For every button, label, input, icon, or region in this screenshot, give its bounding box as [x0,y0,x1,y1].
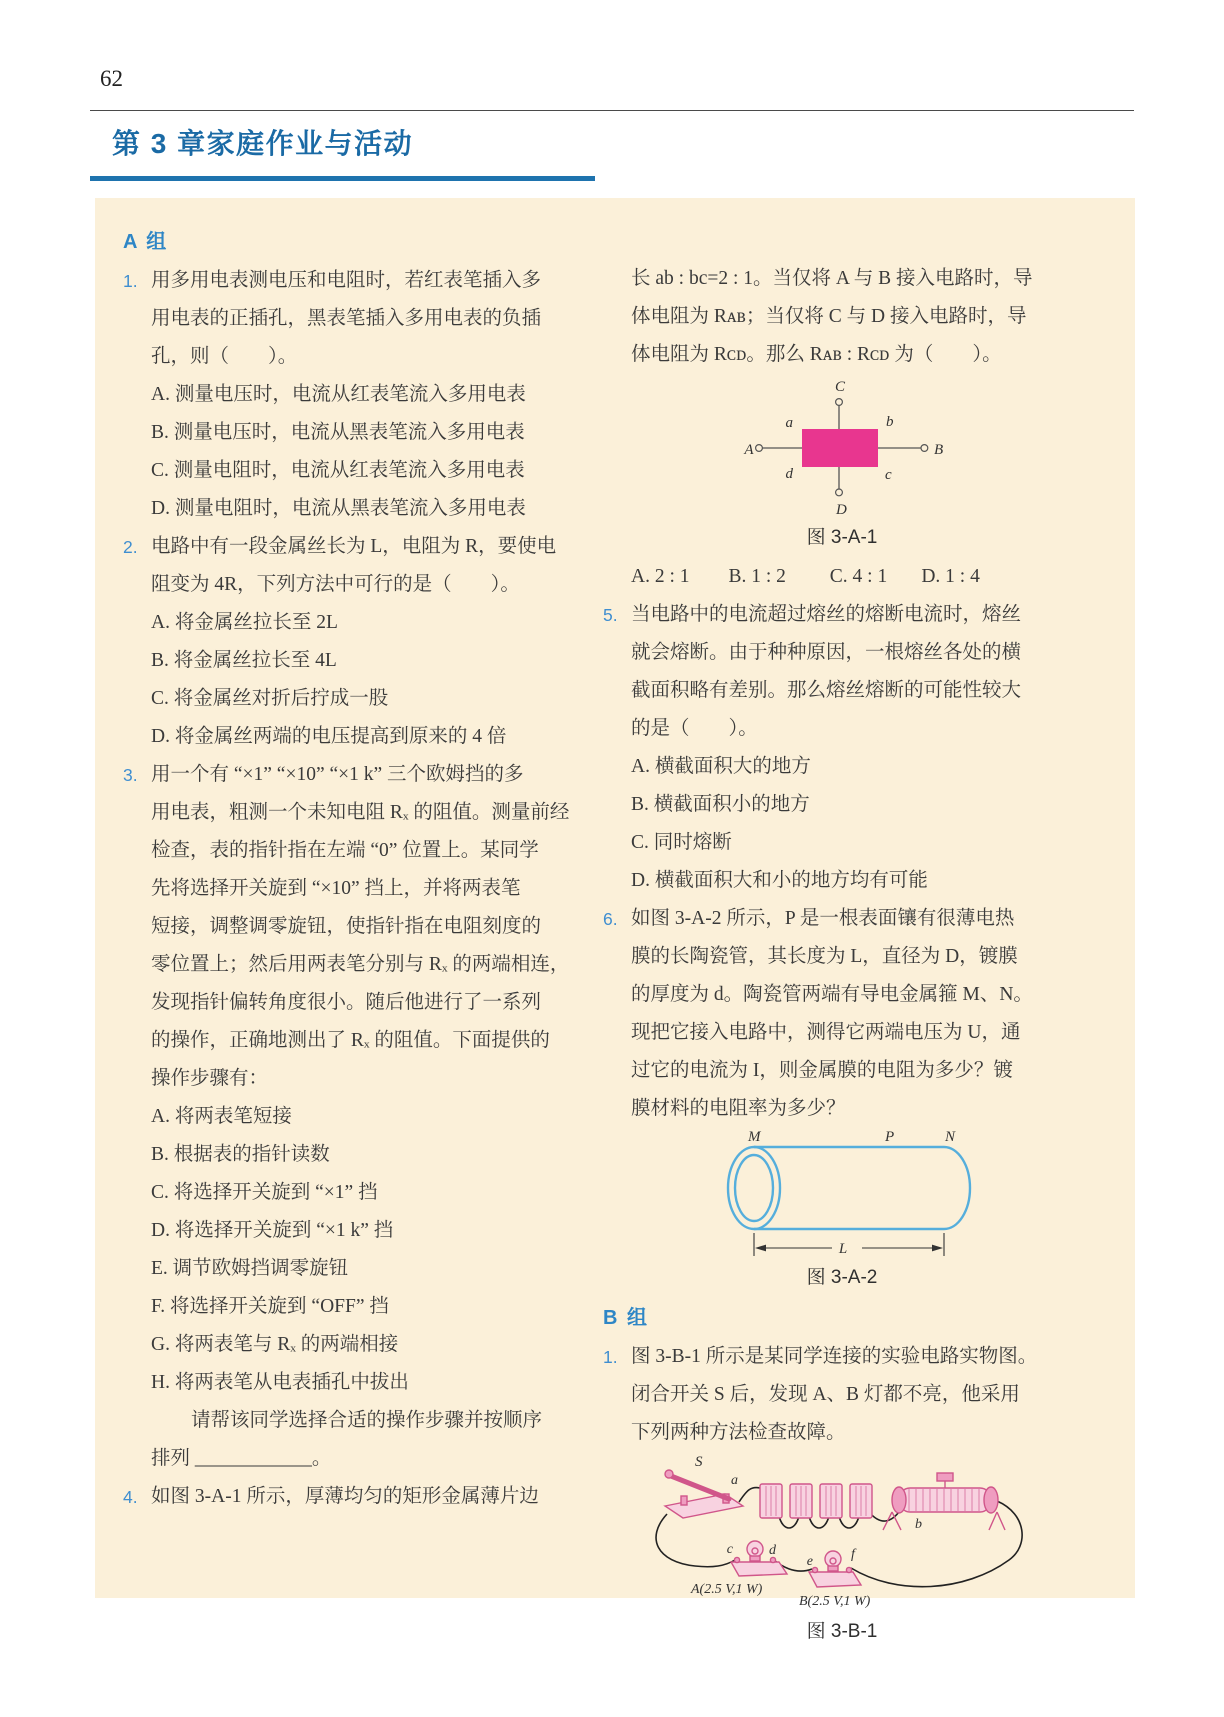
line-text: D. 横截面积大和小的地方均有可能 [631,870,928,891]
text-line [123,984,573,1022]
problem-number: 2. [123,537,138,557]
line-text: G. 将两表笔与 Rₓ 的两端相接 [151,1334,399,1355]
line-text: 体电阻为 Rᴀʙ；当仅将 C 与 D 接入电路时，导 [631,306,1027,327]
right-column [603,222,1081,1642]
line-text: 请帮该同学选择合适的操作步骤并按顺序 [190,1410,542,1431]
text-line [123,1212,573,1250]
group-b-label: B 组 [603,1307,649,1329]
text-line [603,862,1081,900]
terminal-b-label: B [934,442,944,458]
figure-3a1-caption: 图 3-A-1 [806,527,878,548]
text-line [123,1022,573,1060]
terminal-c-label: c [726,1542,733,1557]
line-text: A. 将金属丝拉长至 2L [151,612,338,633]
line-text: 下列两种方法检查故障。 [631,1422,846,1443]
line-text: 的操作，正确地测出了 Rₓ 的阻值。下面提供的 [151,1030,550,1051]
group-a-label: A 组 [123,231,169,253]
terminal-d-label: d [769,1543,776,1558]
line-text: B. 将金属丝拉长至 4L [151,650,337,671]
length-l-label: L [838,1241,848,1257]
line-text: 如图 3-A-2 所示，P 是一根表面镶有很薄电热 [631,908,1015,929]
line-text: 电路中有一段金属丝长为 L，电阻为 R，要使电 [151,536,557,557]
page-number: 62 [100,66,123,91]
header-rule [90,110,1134,111]
line-text: B. 测量电压时，电流从黑表笔流入多用电表 [151,422,525,443]
line-text: 长 ab : bc=2 : 1。当仅将 A 与 B 接入电路时，导 [631,268,1033,289]
line-text: 发现指针偏转角度很小。随后他进行了一系列 [151,992,542,1013]
line-text: C. 测量电阻时，电流从红表笔流入多用电表 [151,460,525,481]
text-line [603,938,1081,976]
lamp-a [731,1541,787,1576]
terminal-d-circle [836,489,843,496]
text-line [603,558,1081,596]
content-area [95,198,1135,1642]
line-text: C. 将金属丝对折后拧成一股 [151,688,389,709]
switch-s-label: S [695,1454,703,1470]
text-line [123,1326,573,1364]
problem-number: 5. [603,605,618,625]
wire-switch-to-lampA [656,1514,735,1567]
title-underline [90,176,595,181]
line-text: A. 横截面积大的地方 [631,756,811,777]
figure-3b1-drawing [647,1454,1037,1612]
line-text: 当电路中的电流超过熔丝的熔断电流时，熔丝 [631,604,1022,625]
text-line [603,1090,1081,1128]
terminal-d-label: D [836,502,847,518]
line-text: C. 将选择开关旋到 “×1” 挡 [151,1182,378,1203]
terminal-b-label: b [915,1517,922,1532]
line-text: 孔，则（ ）。 [151,346,298,367]
terminal-a-label: A [744,442,754,458]
text-line [603,786,1081,824]
line-text: D. 测量电阻时，电流从黑表笔流入多用电表 [151,498,526,519]
switch-lever [671,1476,729,1499]
band-n-label: N [945,1130,956,1145]
line-text: 操作步骤有： [151,1068,269,1089]
lamp-b-rating-label: B(2.5 V,1 W) [799,1594,871,1609]
text-line [603,1014,1081,1052]
line-text: 用一个有 “×1” “×10” “×1 k” 三个欧姆挡的多 [151,764,524,785]
text-line [123,1250,573,1288]
line-text: 阻变为 4R，下列方法中可行的是（ ）。 [151,574,520,595]
lamp-a-base [731,1562,787,1576]
rheostat-left-cap [892,1487,906,1513]
text-line [603,1376,1081,1414]
lamp-b-collar [828,1566,838,1571]
line-text: F. 将选择开关旋到 “OFF” 挡 [151,1296,389,1317]
figure-3a2-drawing [702,1130,982,1258]
line-text: 短接，调整调零旋钮，使指针指在电阻刻度的 [151,916,542,937]
text-line [603,260,1081,298]
line-text: A. 2 : 1 B. 1 : 2 C. 4 : 1 D. 1 : 4 [631,566,980,587]
lamp-a-collar [750,1556,760,1561]
rheostat [883,1473,1005,1530]
problem-line [123,528,573,566]
text-line [123,1136,573,1174]
figure-3a1 [603,378,1081,518]
text-line [603,634,1081,672]
rheostat-stands [883,1512,1005,1530]
problem-line [603,1338,1081,1376]
problem-number: 4. [123,1487,138,1507]
switch-knob [665,1470,673,1478]
line-text: D. 将金属丝两端的电压提高到原来的 4 倍 [151,726,507,747]
line-text: 体电阻为 Rᴄᴅ。那么 Rᴀʙ : Rᴄᴅ 为（ ）。 [631,344,1002,365]
problem-b1-lines [603,1338,1081,1452]
text-line [603,976,1081,1014]
text-line [123,680,573,718]
text-line [123,1440,573,1478]
problem4-options-line [603,558,1081,596]
left-column [123,222,573,1598]
terminal-a-circle [756,445,763,452]
line-text: B. 横截面积小的地方 [631,794,810,815]
text-line [123,300,573,338]
line-text: 用多用电表测电压和电阻时，若红表笔插入多 [151,270,542,291]
problem-number: 3. [123,765,138,785]
corner-a-label: a [785,415,793,431]
line-text: 的是（ ）。 [631,718,758,739]
terminal-c-label: C [835,379,846,395]
problem-line [603,596,1081,634]
text-line [123,946,573,984]
text-line [123,566,573,604]
line-text: B. 根据表的指针读数 [151,1144,330,1165]
terminal-f-label: f [851,1547,855,1562]
line-text: A. 将两表笔短接 [151,1106,292,1127]
problem4-continuation-lines [603,260,1081,374]
line-text: 的厚度为 d。陶瓷管两端有导电金属箍 M、N。 [631,984,1033,1005]
text-line [123,452,573,490]
lamp-b-base [809,1572,861,1587]
text-line [123,490,573,528]
metal-plate [802,429,878,467]
rheostat-slider [937,1473,953,1481]
line-text: 膜的长陶瓷管，其长度为 L，直径为 D，镀膜 [631,946,1018,967]
problem-line [123,1478,573,1516]
line-text: E. 调节欧姆挡调零旋钮 [151,1258,349,1279]
text-line [123,1402,573,1440]
figure-3a1-drawing [737,378,947,518]
corner-b-label: b [886,414,894,430]
text-line [603,824,1081,862]
tube-left-rim-inner [735,1155,773,1221]
text-line [123,642,573,680]
left-column-lines [123,262,573,1516]
problem-number: 1. [123,271,138,291]
text-line [123,414,573,452]
switch-post-left [681,1496,687,1505]
figure-3b1-caption: 图 3-B-1 [806,1621,878,1642]
wire-switch-to-cells [739,1488,760,1502]
line-text: 图 3-B-1 所示是某同学连接的实验电路实物图。 [631,1346,1038,1367]
line-text: 如图 3-A-1 所示，厚薄均匀的矩形金属薄片边 [151,1486,539,1507]
rheostat-right-cap [984,1487,998,1513]
line-text: 闭合开关 S 后，发现 A、B 灯都不亮，他采用 [631,1384,1020,1405]
text-line [603,748,1081,786]
text-line [123,832,573,870]
line-text: 先将选择开关旋到 “×10” 挡上，并将两表笔 [151,878,521,899]
text-line [123,718,573,756]
line-text: 用电表，粗测一个未知电阻 Rₓ 的阻值。测量前经 [151,802,570,823]
text-line [603,1052,1081,1090]
dim-arrow-left [755,1245,766,1252]
text-line [123,376,573,414]
problem-number: 1. [603,1347,618,1367]
line-text: A. 测量电压时，电流从红表笔流入多用电表 [151,384,526,405]
line-text: 零位置上；然后用两表笔分别与 Rₓ 的两端相连， [151,954,570,975]
line-text: 膜材料的电阻率为多少？ [631,1098,846,1119]
text-line [123,338,573,376]
line-text: 用电表的正插孔，黑表笔插入多用电表的负插 [151,308,542,329]
problem-number: 6. [603,909,618,929]
line-text: 就会熔断。由于种种原因，一根熔丝各处的横 [631,642,1022,663]
terminal-a-label: a [731,1473,738,1488]
corner-c-label: c [885,467,892,483]
line-text: 现把它接入电路中，测得它两端电压为 U，通 [631,1022,1021,1043]
terminal-b-circle [921,445,928,452]
text-line [603,710,1081,748]
switch-base [665,1494,743,1518]
line-text: D. 将选择开关旋到 “×1 k” 挡 [151,1220,394,1241]
figure-3b1 [603,1454,1081,1612]
text-line [123,1098,573,1136]
text-line [123,1364,573,1402]
text-line [123,908,573,946]
line-text: 截面积略有差别。那么熔丝熔断的可能性较大 [631,680,1022,701]
text-line [123,1060,573,1098]
lamp-b-terminal-e [812,1567,817,1572]
lamp-a-terminal-c [734,1557,739,1562]
chapter-title: 第 3 章家庭作业与活动 [112,128,414,159]
figure-3a2 [603,1130,1081,1258]
battery-cells [760,1484,872,1518]
line-text: 过它的电流为 I，则金属膜的电阻为多少？镀 [631,1060,1013,1081]
terminal-c-circle [836,399,843,406]
line-text: H. 将两表笔从电表插孔中拔出 [151,1372,409,1393]
terminal-e-label: e [806,1554,813,1569]
lamp-a-rating-label: A(2.5 V,1 W) [691,1582,763,1597]
text-line [603,298,1081,336]
text-line [603,1414,1081,1452]
figure-3a2-caption: 图 3-A-2 [806,1267,878,1288]
problems-5-6-lines [603,596,1081,1128]
text-line [123,870,573,908]
lamp-b-terminal-f [846,1567,851,1572]
problem-line [123,262,573,300]
line-text: C. 同时熔断 [631,832,732,853]
text-line [123,604,573,642]
text-line [123,794,573,832]
text-line [123,1174,573,1212]
band-m-label: M [748,1130,761,1145]
lamp-a-terminal-d [770,1557,775,1562]
problem-line [603,900,1081,938]
line-text: 检查，表的指针指在左端 “0” 位置上。某同学 [151,840,539,861]
tube-right-cap [944,1147,970,1229]
problem-line [123,756,573,794]
line-text: 排列 ____________。 [151,1448,332,1469]
film-p-label: P [885,1130,895,1145]
rheostat-body [899,1488,991,1512]
corner-d-label: d [785,466,793,482]
text-line [603,336,1081,374]
text-line [123,1288,573,1326]
dim-arrow-right [932,1245,943,1252]
text-line [603,672,1081,710]
